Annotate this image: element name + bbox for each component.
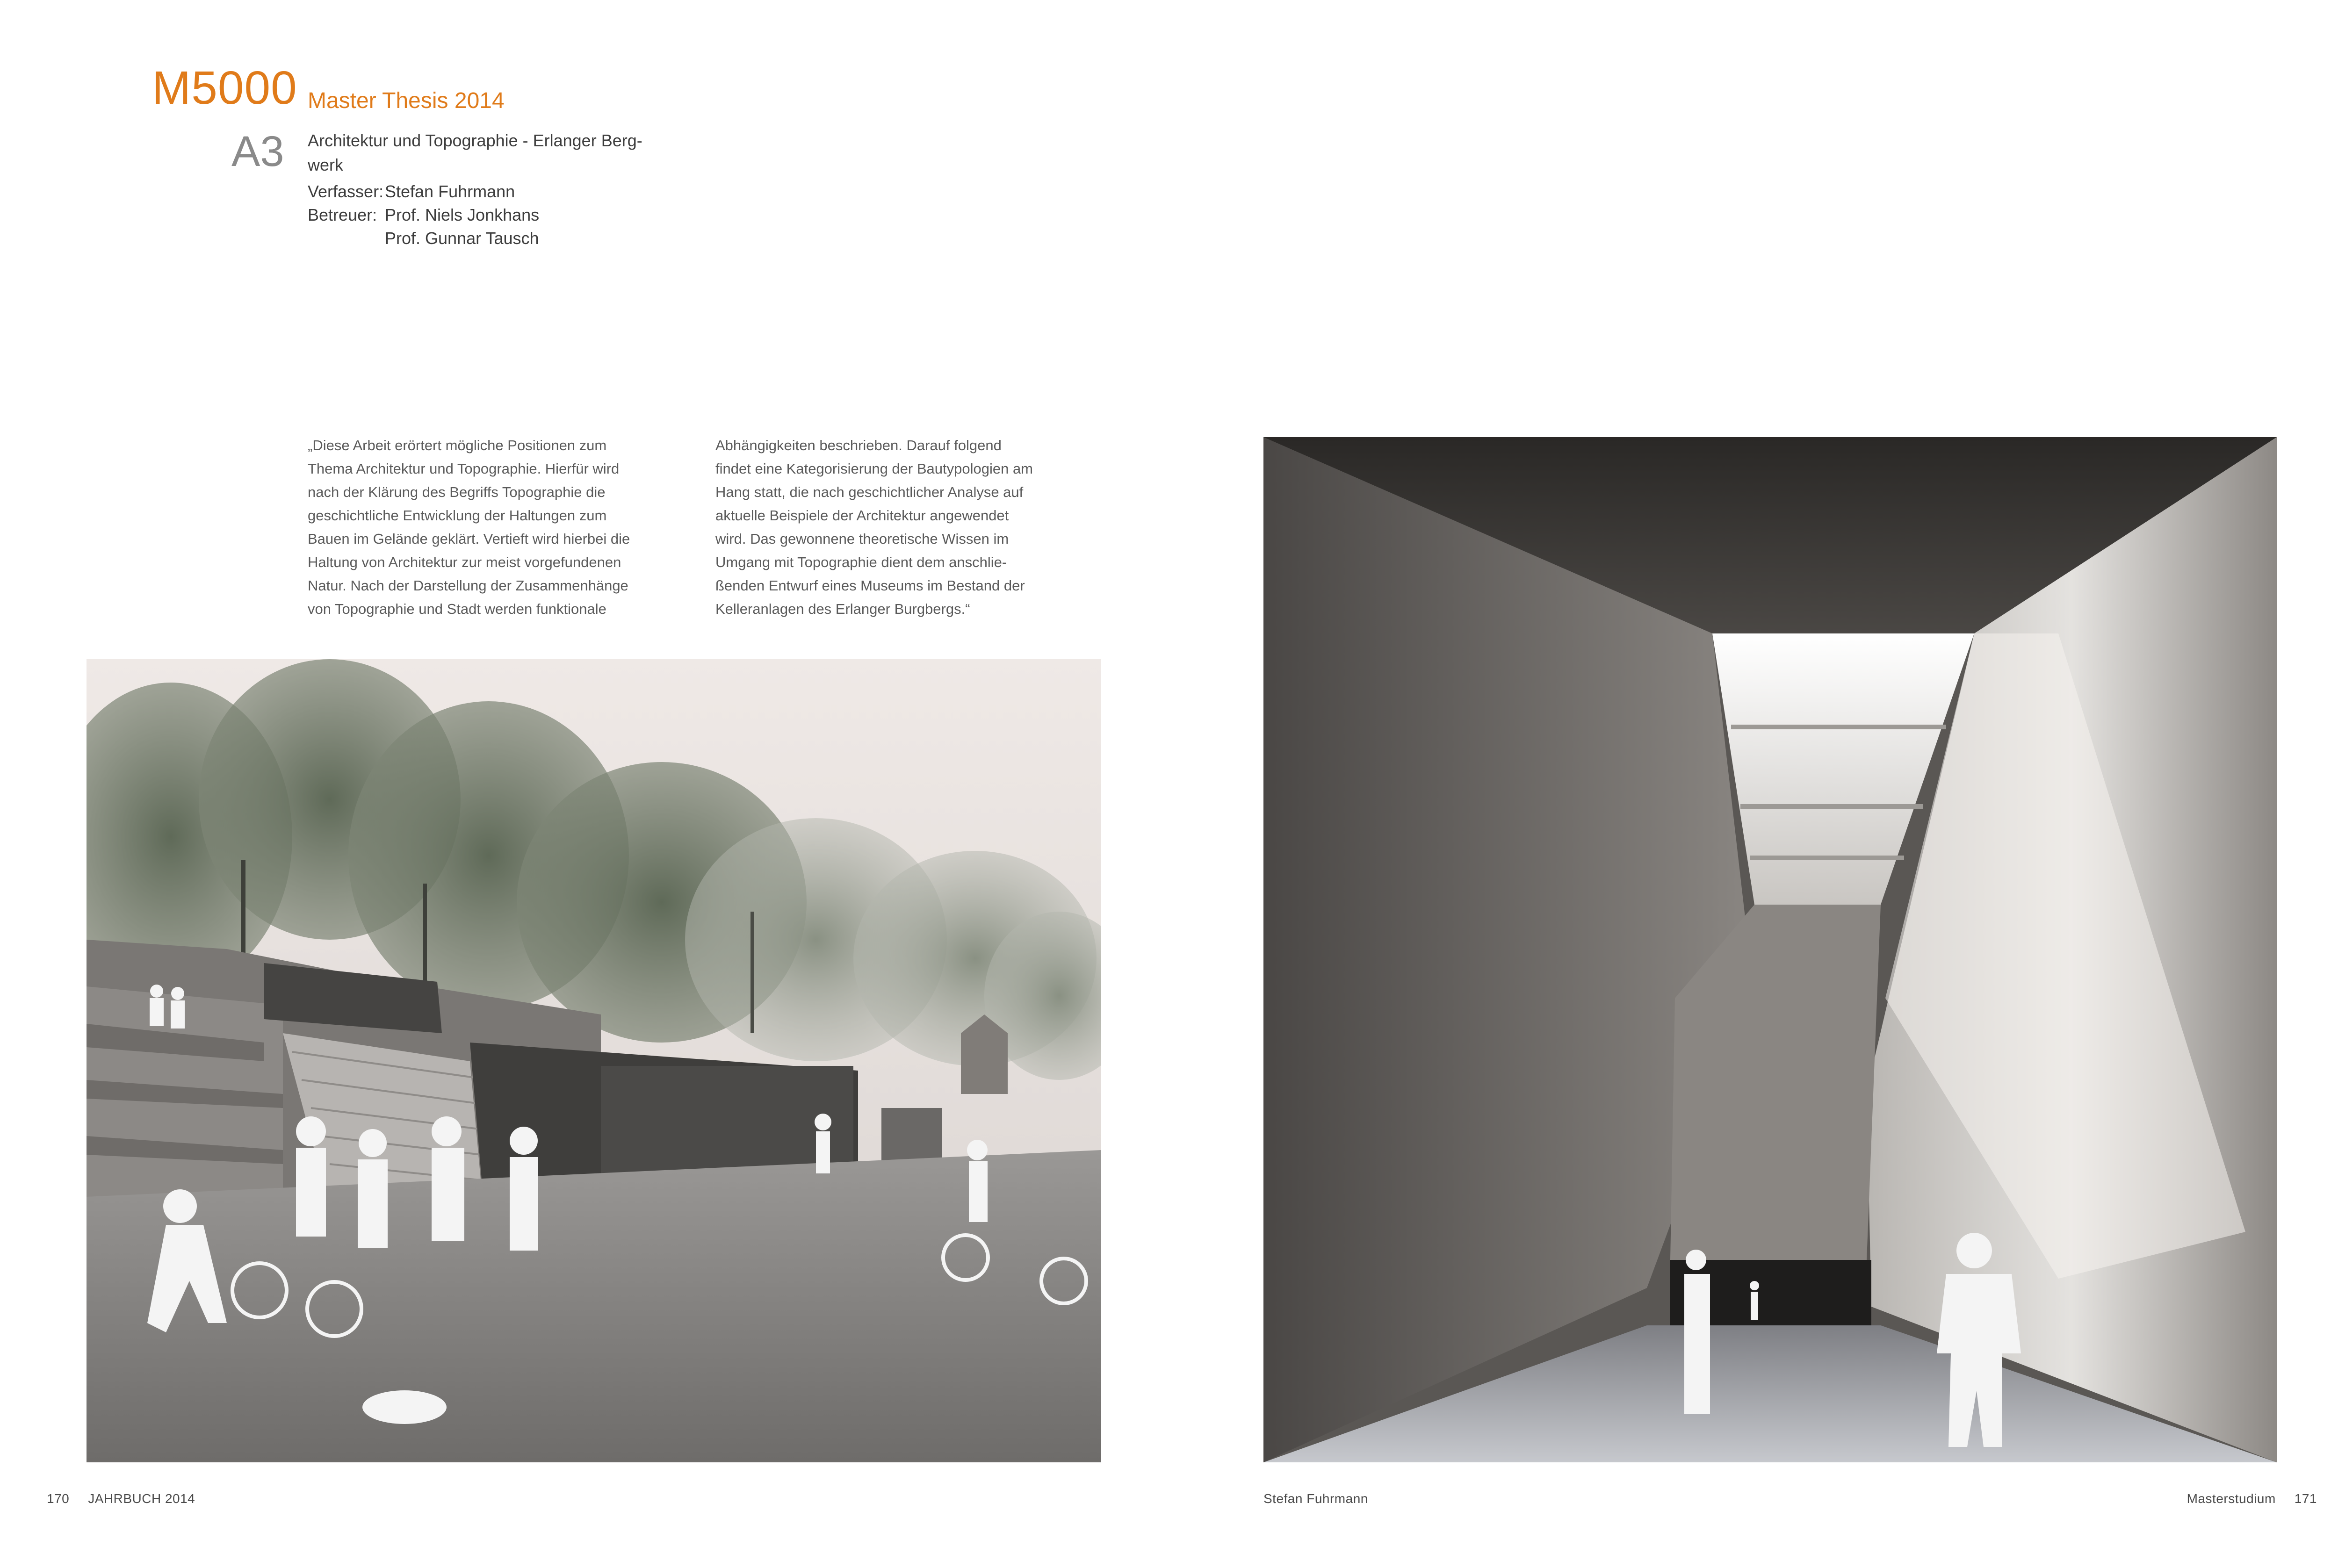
- abstract-line: findet eine Kategorisierung der Bautypologien am: [715, 460, 1033, 477]
- abstract-line: nach der Klärung des Begriffs Topographie die: [308, 484, 606, 500]
- author-label: Verfasser:: [308, 182, 384, 201]
- abstract-column-1: [308, 434, 663, 621]
- abstract-line: wird. Das gewonnene theoretische Wissen im: [715, 531, 1009, 547]
- advisor-name-2: Prof. Gunnar Tausch: [385, 229, 539, 248]
- abstract-line: Thema Architektur und Topographie. Hierfür wird: [308, 460, 620, 477]
- footer-publication: JAHRBUCH 2014: [88, 1491, 195, 1506]
- abstract-line: Bauen im Gelände geklärt. Vertieft wird hierbei die: [308, 531, 630, 547]
- abstract-line: geschichtliche Entwicklung der Haltungen zum: [308, 507, 607, 524]
- advisor-row: [308, 203, 539, 227]
- page-number-left: 170: [47, 1491, 70, 1506]
- interior-rendering-svg: [1263, 437, 2277, 1462]
- advisor-label: Betreuer:: [308, 205, 377, 224]
- abstract-line: aktuelle Beispiele der Architektur angewendet: [715, 507, 1009, 524]
- advisor-name-1: Prof. Niels Jonkhans: [385, 205, 540, 224]
- exterior-rendering-image: [87, 659, 1101, 1462]
- abstract-line: Umgang mit Topographie dient dem anschlie-: [715, 554, 1007, 570]
- interior-rendering-image: [1263, 437, 2277, 1462]
- footer-right: [2187, 1492, 2317, 1505]
- footer-author: Stefan Fuhrmann: [1263, 1491, 1368, 1506]
- project-title-line1: Architektur und Topographie - Erlanger Berg-: [308, 131, 642, 150]
- abstract-line: Hang statt, die nach geschichtlicher Analyse auf: [715, 484, 1024, 500]
- project-title: [308, 129, 682, 177]
- project-title-line2: werk: [308, 155, 344, 174]
- abstract-line: von Topographie und Stadt werden funktionale: [308, 601, 606, 617]
- abstract-line: „Diese Arbeit erörtert mögliche Positionen zum: [308, 437, 607, 453]
- course-code: M5000: [152, 62, 297, 114]
- abstract-line: Natur. Nach der Darstellung der Zusammenhänge: [308, 577, 628, 594]
- footer-left: [47, 1492, 195, 1505]
- abstract-column-2: [715, 434, 1071, 621]
- abstract-line: Haltung von Architektur zur meist vorgefundenen: [308, 554, 621, 570]
- author-name: Stefan Fuhrmann: [385, 182, 515, 201]
- abstract-line: Abhängigkeiten beschrieben. Darauf folgend: [715, 437, 1002, 453]
- thesis-title: Master Thesis 2014: [308, 88, 505, 113]
- abstract-line: Kelleranlagen des Erlanger Burgbergs.“: [715, 601, 970, 617]
- credits: [308, 180, 539, 250]
- author-row: [308, 180, 539, 203]
- abstract-line: ßenden Entwurf eines Museums im Bestand der: [715, 577, 1025, 594]
- footer-section: Masterstudium: [2186, 1491, 2276, 1506]
- page-number-right: 171: [2294, 1491, 2317, 1506]
- exterior-rendering-svg: [87, 659, 1101, 1462]
- project-code: A3: [231, 128, 284, 175]
